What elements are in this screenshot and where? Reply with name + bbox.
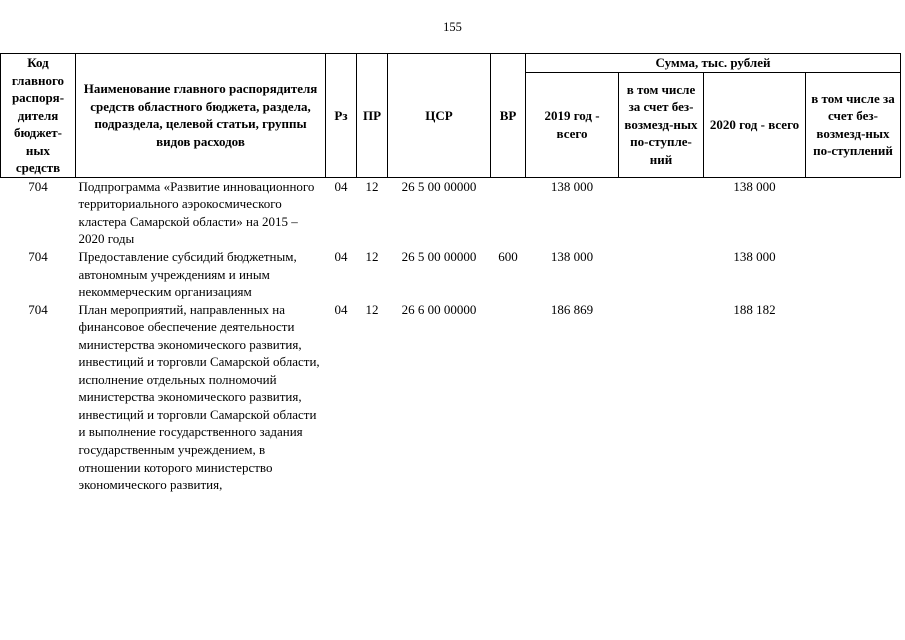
table-header [1, 54, 901, 178]
budget-table [0, 53, 901, 494]
row-vr [491, 177, 526, 248]
row-name: План мероприятий, направленных на финансовое обеспечение деятельности министерства экономического развития, инвестиций и торговли Самарской области, исполнение отдельных полномочий министерства экономического развития, инвестиций и торговли Самарской области и выполнение государственного задания государственным учреждением, в отношении которого министерство экономического развития, [78, 301, 320, 493]
row-2019-total: 186 869 [550, 301, 594, 317]
header-2020-free: в том числе за счет без-возмезд-ных по-ступлений [806, 72, 901, 177]
row-2020-free [806, 248, 901, 301]
row-2020-total: 138 000 [733, 249, 776, 265]
row-2019-free [619, 248, 704, 301]
row-2020-free [806, 177, 901, 248]
row-code: 704 [28, 301, 48, 317]
page-number: 155 [443, 20, 462, 34]
row-2019-total: 138 000 [550, 178, 594, 194]
row-code: 704 [28, 249, 48, 265]
row-vr: 600 [498, 249, 518, 265]
row-name: Подпрограмма «Развитие инновационного территориального аэрокосмического кластера Самарской области» на 2015 – 2020 годы [78, 178, 315, 247]
header-name: Наименование главного распорядителя средств областного бюджета, раздела, подраздела, целевой статьи, группы видов расходов [76, 54, 326, 178]
header-code: Код главного распоря-дителя бюджет-ных средств [1, 54, 76, 178]
row-code: 704 [28, 178, 48, 194]
table-body [1, 177, 901, 493]
row-pr: 12 [365, 178, 379, 194]
table-row [1, 248, 901, 301]
table-row [1, 301, 901, 494]
header-sum-group: Сумма, тыс. рублей [526, 54, 901, 73]
row-csr: 26 5 00 00000 [401, 178, 477, 194]
header-2020-total: 2020 год - всего [704, 72, 806, 177]
row-2019-total: 138 000 [550, 249, 594, 265]
header-2019-total: 2019 год - всего [526, 72, 619, 177]
row-csr: 26 6 00 00000 [401, 301, 477, 317]
row-vr [491, 301, 526, 494]
row-2020-total: 188 182 [733, 301, 776, 317]
row-pr: 12 [365, 249, 379, 265]
row-2019-free [619, 177, 704, 248]
row-2020-free [806, 301, 901, 494]
table-row [1, 177, 901, 248]
header-vr: ВР [491, 54, 526, 178]
header-rz: Рз [326, 54, 357, 178]
row-csr: 26 5 00 00000 [401, 249, 477, 265]
row-rz: 04 [334, 301, 348, 317]
header-2019-free: в том числе за счет без-возмезд-ных по-ступле-ний [619, 72, 704, 177]
row-pr: 12 [365, 301, 379, 317]
row-rz: 04 [334, 178, 348, 194]
header-pr: ПР [357, 54, 388, 178]
row-2019-free [619, 301, 704, 494]
row-name: Предоставление субсидий бюджетным, автономным учреждениям и иным некоммерческим организациям [78, 249, 297, 300]
row-rz: 04 [334, 249, 348, 265]
row-2020-total: 138 000 [733, 178, 776, 194]
header-csr: ЦСР [388, 54, 491, 178]
